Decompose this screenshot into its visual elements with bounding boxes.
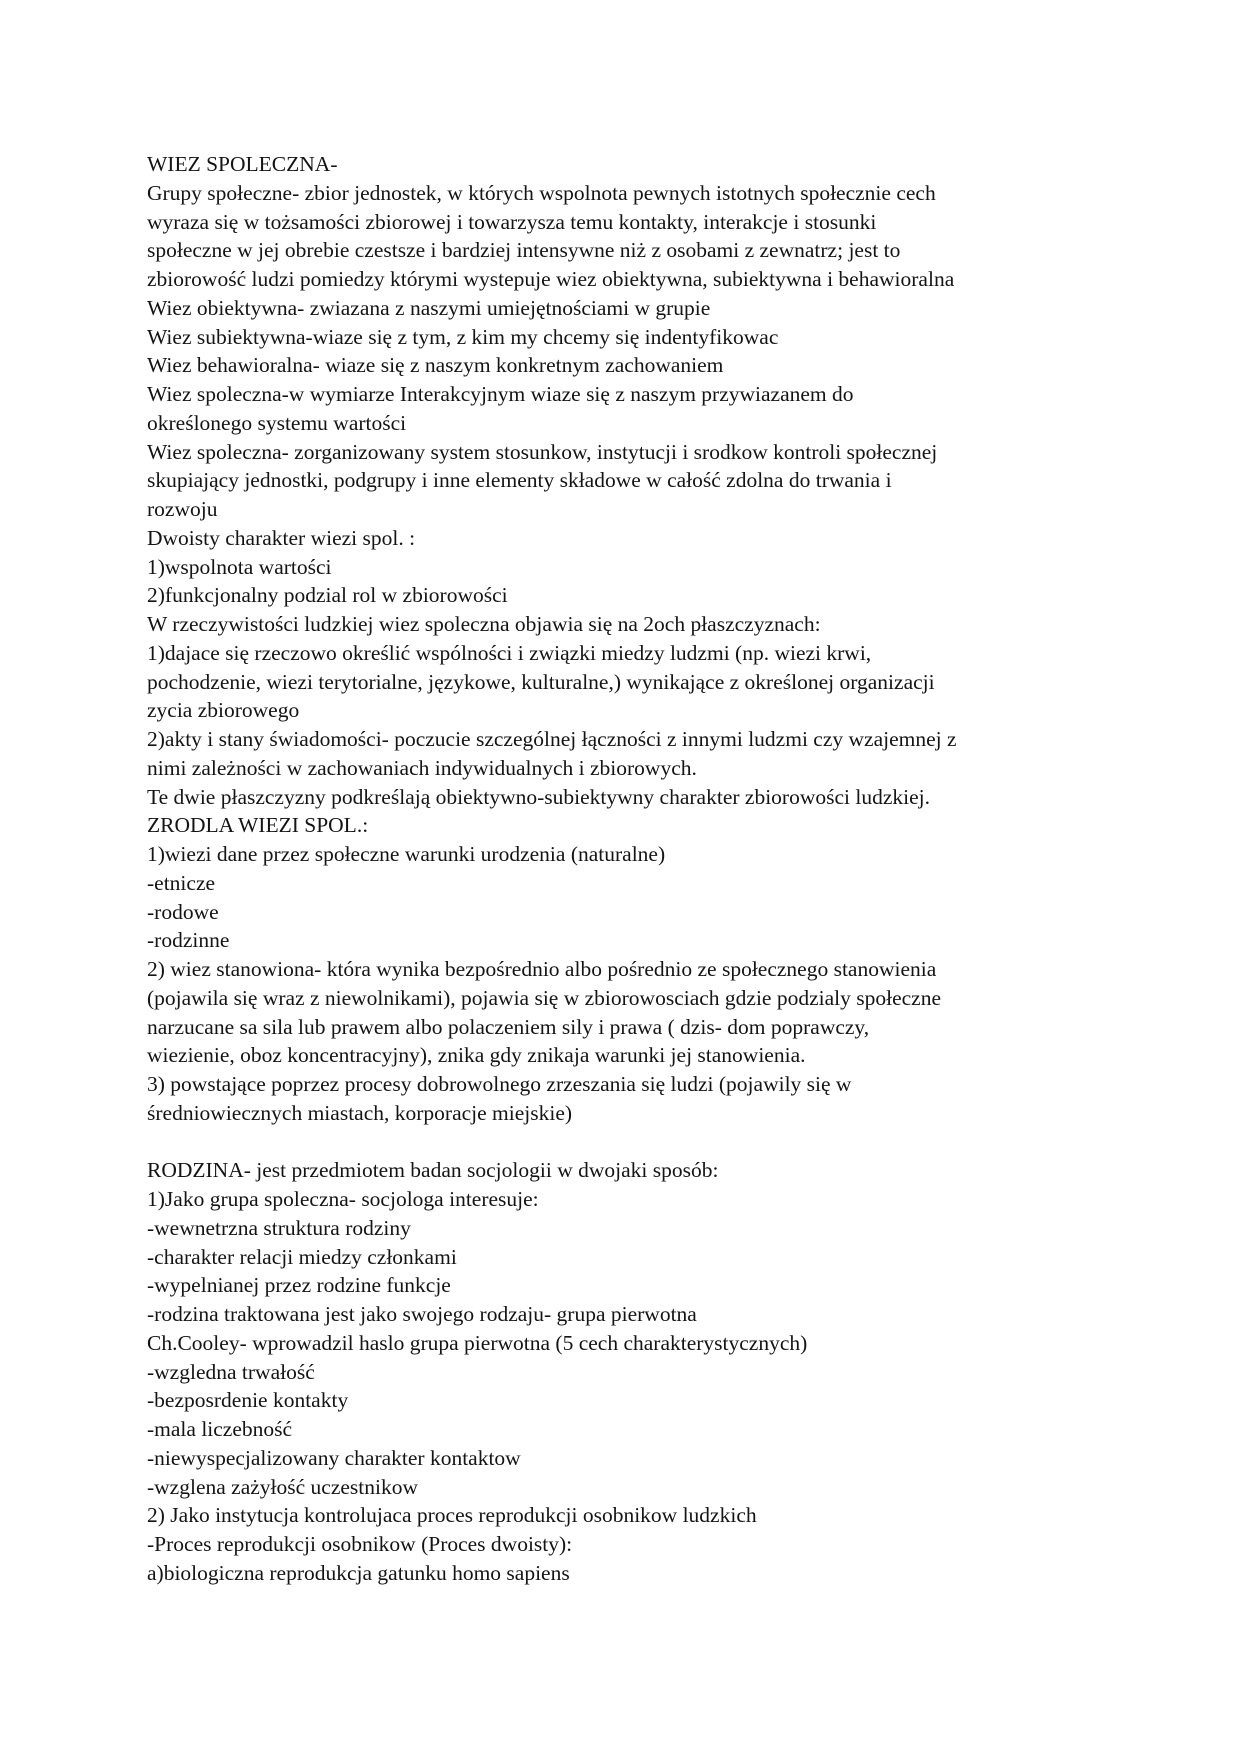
blank-line: [147, 1128, 1147, 1157]
text-line: Wiez subiektywna-wiaze się z tym, z kim my chcemy się indentyfikowac: [147, 324, 779, 349]
list-item: 2)funkcjonalny podzial rol w zbiorowości: [147, 583, 508, 608]
text-line: skupiający jednostki, podgrupy i inne elementy składowe w całość zdolna do trwania i: [147, 468, 892, 493]
document-page: [147, 150, 1147, 1588]
list-item: -rodowe: [147, 899, 219, 924]
list-item: 2)akty i stany świadomości- poczucie szczególnej łączności z innymi ludzmi czy wzajemnej z: [147, 727, 957, 751]
list-item: 2) Jako instytucja kontrolujaca proces reprodukcji osobnikow ludzkich: [147, 1503, 757, 1528]
heading-rodzina: RODZINA- jest przedmiotem badan socjologii w dwojaki sposób:: [147, 1158, 719, 1183]
list-item: 1)wiezi dane przez społeczne warunki urodzenia (naturalne): [147, 842, 666, 866]
text-line: Wiez spoleczna- zorganizowany system stosunkow, instytucji i srodkow kontroli społecznej: [147, 439, 938, 464]
text-line: wyraza się w tożsamości zbiorowej i towarzysza temu kontakty, interakcje i stosunki: [147, 209, 877, 234]
list-item: 2) wiez stanowiona- która wynika bezpośrednio albo pośrednio ze społecznego stanowienia: [147, 957, 937, 981]
text-line: W rzeczywistości ludzkiej wiez spoleczna objawia się na 2och płaszczyznach:: [147, 612, 821, 636]
text-line: zbiorowość ludzi pomiedzy którymi wystepuje wiez obiektywna, subiektywna i behawioralna: [147, 267, 955, 291]
list-item: -bezposrdenie kontakty: [147, 1388, 349, 1413]
text-line: (pojawila się wraz z niewolnikami), pojawia się w zbiorowosciach gdzie podzialy społeczne: [147, 985, 942, 1010]
text-line: Dwoisty charakter wiezi spol. :: [147, 525, 416, 550]
list-item: -Proces reprodukcji osobnikow (Proces dwoisty):: [147, 1532, 573, 1556]
text-line: pochodzenie, wiezi terytorialne, językowe, kulturalne,) wynikające z określonej organizacji: [147, 669, 935, 694]
list-item: 1)Jako grupa spoleczna- socjologa interesuje:: [147, 1187, 539, 1211]
heading-wiez-spoleczna: WIEZ SPOLECZNA-: [147, 152, 338, 176]
list-item: -rodzina traktowana jest jako swojego rodzaju- grupa pierwotna: [147, 1302, 697, 1326]
text-line: Wiez spoleczna-w wymiarze Interakcyjnym wiaze się z naszym przywiazanem do: [147, 382, 854, 406]
text-line: Wiez behawioralna- wiaze się z naszym konkretnym zachowaniem: [147, 353, 724, 378]
list-item: 1)wspolnota wartości: [147, 554, 332, 579]
list-item: -wewnetrzna struktura rodziny: [147, 1215, 411, 1240]
list-item: -wzglena zażyłość uczestnikow: [147, 1474, 419, 1499]
text-line: społeczne w jej obrebie czestsze i bardziej intensywne niż z osobami z zewnatrz; jest to: [147, 238, 901, 263]
text-line: określonego systemu wartości: [147, 410, 407, 435]
text-line: średniowiecznych miastach, korporacje miejskie): [147, 1100, 573, 1125]
text-line: Te dwie płaszczyzny podkreślają obiektywno-subiektywny charakter zbiorowości ludzkiej.: [147, 784, 930, 809]
text-line: wiezienie, oboz koncentracyjny), znika gdy znikaja warunki jej stanowienia.: [147, 1043, 806, 1068]
text-line: nimi zależności w zachowaniach indywidualnych i zbiorowych.: [147, 755, 697, 780]
list-item: -wypelnianej przez rodzine funkcje: [147, 1273, 451, 1298]
list-item: -wzgledna trwałość: [147, 1359, 315, 1384]
list-item: a)biologiczna reprodukcja gatunku homo sapiens: [147, 1560, 570, 1585]
list-item: -niewyspecjalizowany charakter kontaktow: [147, 1445, 521, 1470]
list-item: -mala liczebność: [147, 1417, 293, 1441]
text-line: Wiez obiektywna- zwiazana z naszymi umiejętnościami w grupie: [147, 295, 711, 320]
text-line: Grupy społeczne- zbior jednostek, w których wspolnota pewnych istotnych społecznie cech: [147, 180, 936, 205]
text-line: Ch.Cooley- wprowadzil haslo grupa pierwotna (5 cech charakterystycznych): [147, 1330, 808, 1355]
text-line: narzucane sa sila lub prawem albo polaczeniem sily i prawa ( dzis- dom poprawczy,: [147, 1014, 870, 1039]
list-item: -etnicze: [147, 870, 216, 895]
list-item: 3) powstające poprzez procesy dobrowolnego zrzeszania się ludzi (pojawily się w: [147, 1072, 852, 1096]
heading-zrodla-wiezi: ZRODLA WIEZI SPOL.:: [147, 813, 369, 838]
list-item: -charakter relacji miedzy członkami: [147, 1244, 457, 1269]
text-line: zycia zbiorowego: [147, 698, 300, 723]
list-item: 1)dajace się rzeczowo określić wspólności i związki miedzy ludzmi (np. wiezi krwi,: [147, 640, 872, 665]
list-item: -rodzinne: [147, 928, 230, 953]
text-line: rozwoju: [147, 497, 218, 521]
